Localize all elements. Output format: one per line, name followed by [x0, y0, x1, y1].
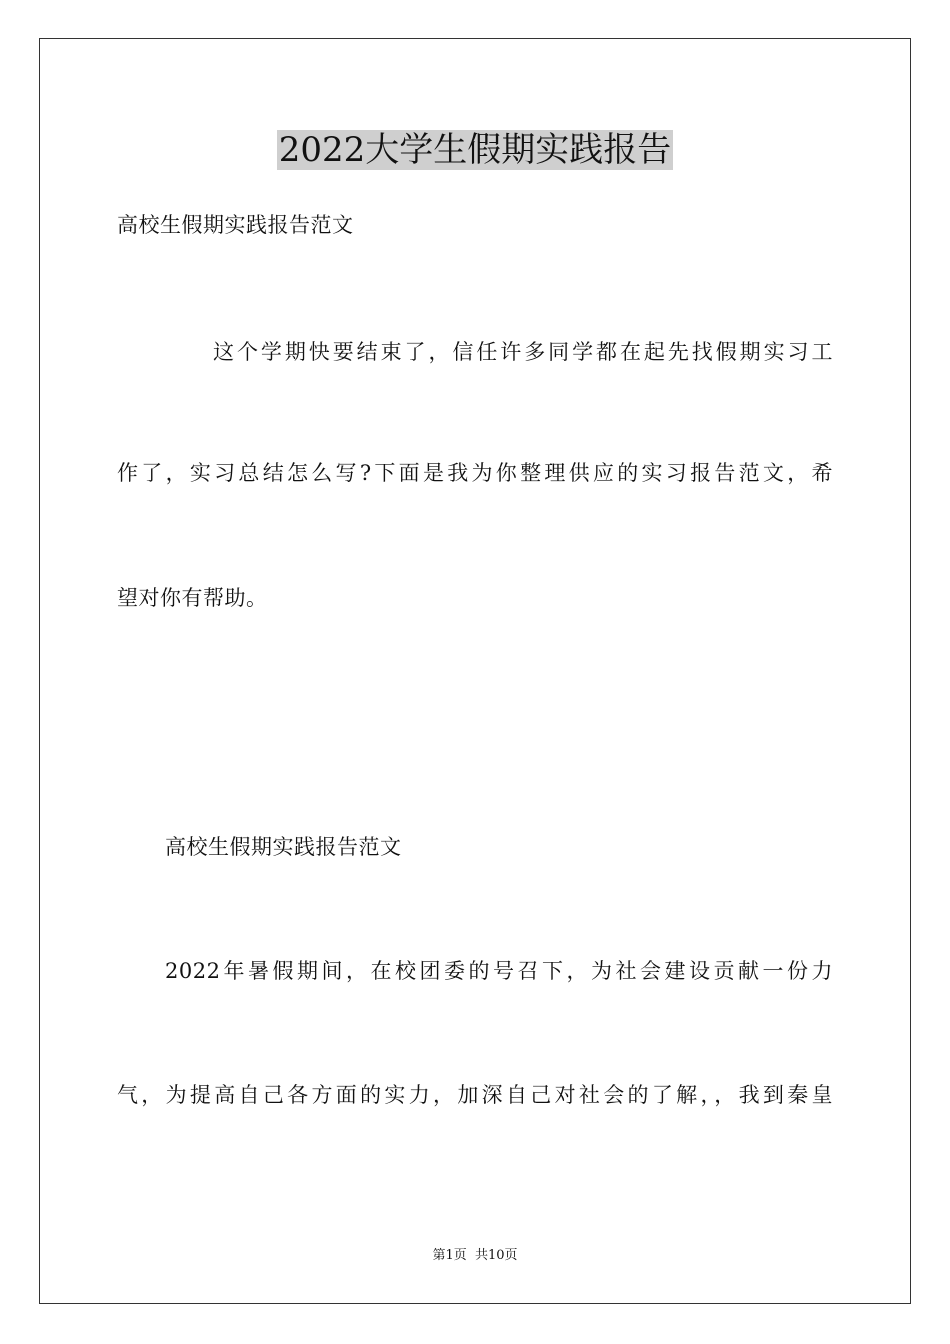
page-footer: 第1页 共10页 [432, 1248, 518, 1263]
document-title [0, 126, 950, 174]
intro-line-1: 这个学期快要结束了，信任许多同学都在起先找假期实习工 [213, 340, 833, 364]
body-line-2: 气，为提高自己各方面的实力，加深自己对社会的了解，，我到秦皇 [117, 1083, 833, 1107]
document-subtitle: 高校生假期实践报告范文 [117, 213, 354, 237]
intro-line-2: 作了，实习总结怎么写?下面是我为你整理供应的实习报告范文，希 [117, 461, 833, 485]
section-heading: 高校生假期实践报告范文 [165, 835, 402, 859]
intro-line-3: 望对你有帮助。 [117, 586, 268, 610]
body-line-1: 2022年暑假期间，在校团委的号召下，为社会建设贡献一份力 [165, 959, 833, 983]
document-title-text: 2022大学生假期实践报告 [278, 130, 672, 170]
